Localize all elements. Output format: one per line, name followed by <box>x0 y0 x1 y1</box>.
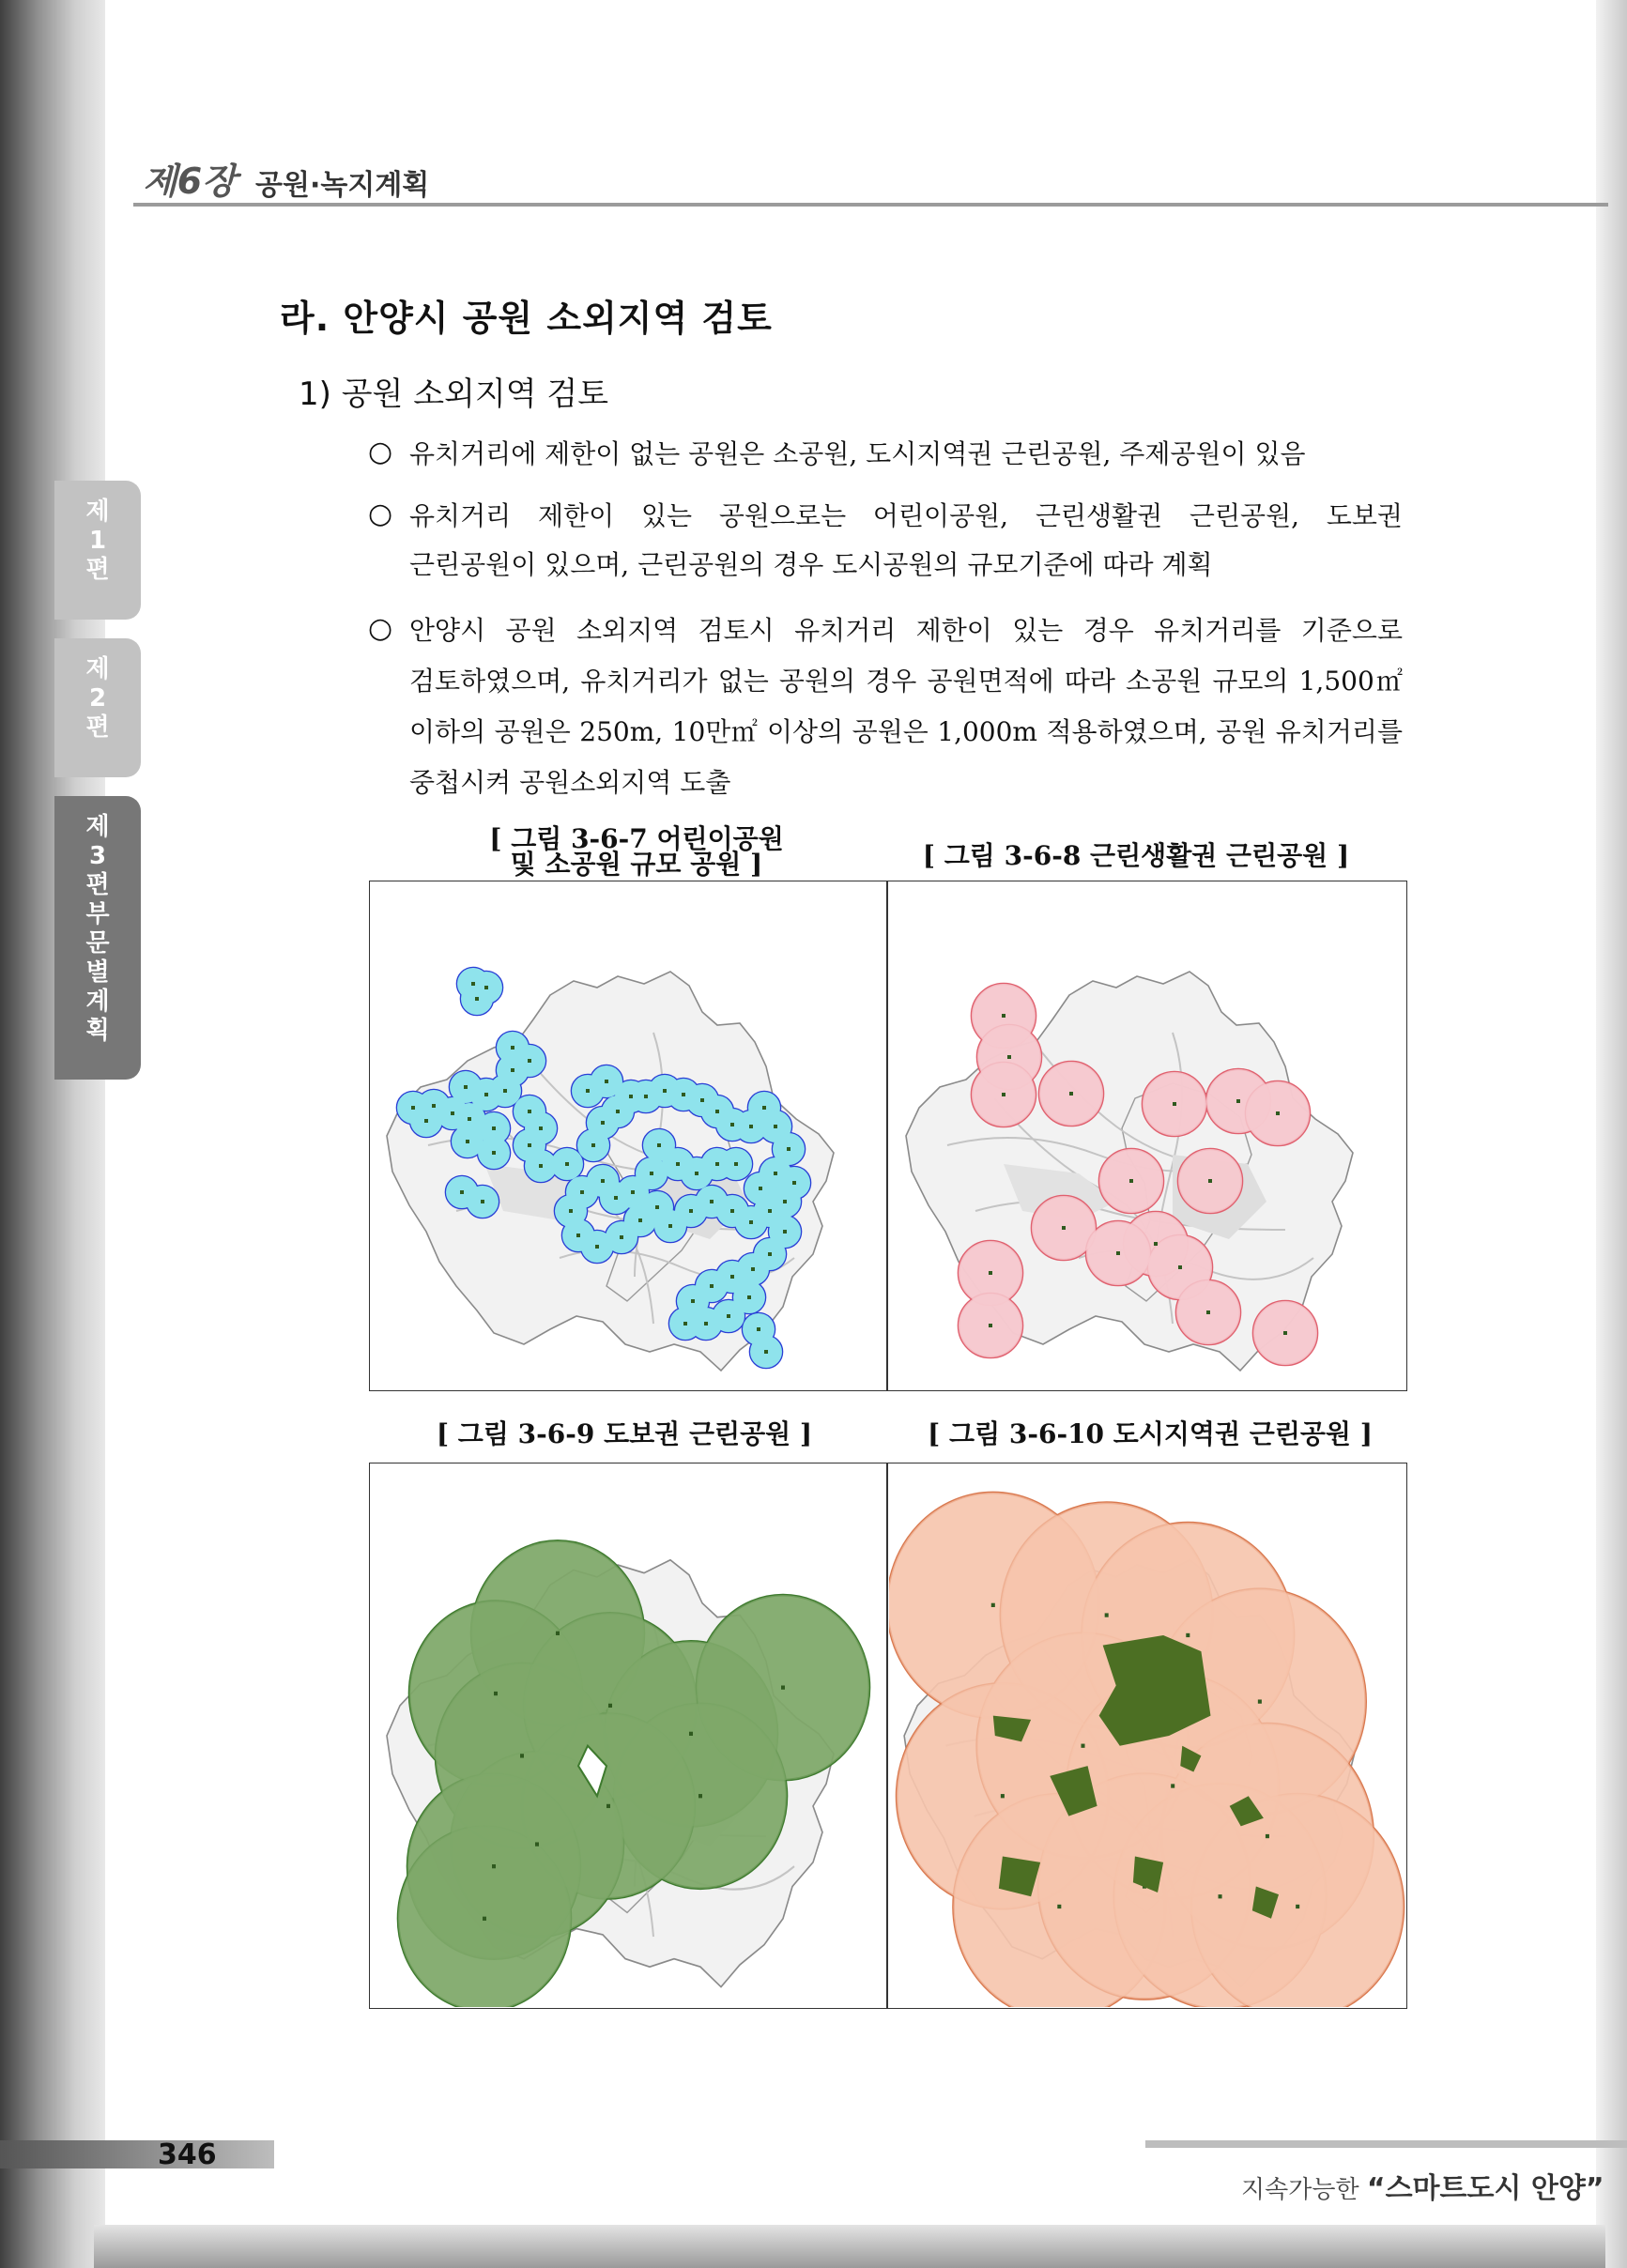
figure-divider <box>886 881 888 1391</box>
bullet-3-line-4: 중첩시켜 공원소외지역 도출 <box>409 767 731 798</box>
bullet-marker: ○ <box>368 612 393 645</box>
figure-caption-3-6-8: [ 그림 3-6-8 근린생활권 근린공원 ] <box>922 840 1350 871</box>
map-urban-park-buffer <box>889 1464 1405 2007</box>
side-tab-label: 제 2 편 <box>85 655 110 742</box>
figure-caption-3-6-7 <box>439 823 834 880</box>
map-children-park-buffer <box>372 882 884 1389</box>
bullet-3-line-1: 안양시 공원 소외지역 검토시 유치거리 제한이 있는 경우 유치거리를 기준으로 <box>409 615 1403 646</box>
chapter-label: 제6장 <box>143 161 237 202</box>
bullet-1-line-1: 유치거리에 제한이 없는 공원은 소공원, 도시지역권 근린공원, 주제공원이 있음 <box>409 438 1306 469</box>
bullet-marker: ○ <box>368 436 393 468</box>
footer-rule <box>0 2140 274 2168</box>
figure-divider <box>886 1463 888 2009</box>
page-edge <box>1596 0 1627 2268</box>
side-tab-part-3[interactable] <box>54 796 141 1080</box>
bullet-3-line-2: 검토하였으며, 유치거리가 없는 공원의 경우 공원면적에 따라 소공원 규모의 1,500㎡ <box>409 666 1403 697</box>
side-tab-label: 제 3 편 부 문 별 계 획 <box>85 813 110 1045</box>
header-rule <box>133 203 1608 207</box>
bullet-2-line-1: 유치거리 제한이 있는 공원으로는 어린이공원, 근린생활권 근린공원, 도보권 <box>409 500 1403 531</box>
page-bottom-edge <box>94 2225 1605 2268</box>
sub-section-title: 1) 공원 소외지역 검토 <box>299 375 609 413</box>
map-neighborhood-park-buffer <box>889 882 1405 1389</box>
book-spine <box>0 0 105 2268</box>
figure-caption-3-6-9: [ 그림 3-6-9 도보권 근린공원 ] <box>436 1418 813 1449</box>
figure-caption-3-6-10: [ 그림 3-6-10 도시지역권 근린공원 ] <box>928 1418 1373 1449</box>
footer-slogan <box>1241 2165 1604 2206</box>
footer-slogan-title: “스마트도시 안양” <box>1366 2172 1604 2205</box>
chapter-title: 공원·녹지계획 <box>255 169 430 202</box>
footer-slogan-prefix: 지속가능한 <box>1241 2176 1359 2204</box>
section-title: 라. 안양시 공원 소외지역 검토 <box>280 298 773 339</box>
footer-rule <box>1145 2140 1627 2148</box>
side-tab-label: 제 1 편 <box>85 498 110 584</box>
side-tab-part-1[interactable] <box>54 481 141 620</box>
caption-line: [ 그림 3-6-7 어린이공원 <box>489 823 784 854</box>
bullet-3-line-3: 이하의 공원은 250m, 10만㎡ 이상의 공원은 1,000m 적용하였으며, 공원 유치거리를 <box>409 716 1403 747</box>
page-number: 346 <box>158 2138 217 2171</box>
caption-line: 및 소공원 규모 공원 ] <box>510 849 763 880</box>
bullet-marker: ○ <box>368 498 393 530</box>
map-walking-park-buffer <box>372 1464 884 2007</box>
side-tab-part-2[interactable] <box>54 638 141 777</box>
bullet-2-line-2: 근린공원이 있으며, 근린공원의 경우 도시공원의 규모기준에 따라 계획 <box>409 549 1213 580</box>
